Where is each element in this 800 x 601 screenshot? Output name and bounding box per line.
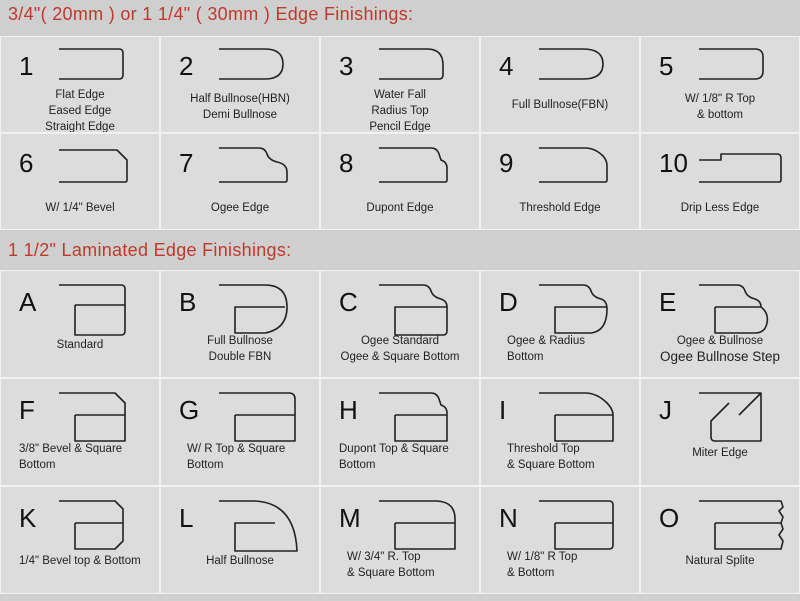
edge-code: J [659, 395, 672, 425]
laminated-edge-cell-g [160, 378, 320, 486]
edge-profile-outline [379, 393, 447, 441]
edge-description-line: Bottom [507, 351, 544, 363]
edge-description [641, 200, 799, 216]
edge-description-line: & bottom [696, 109, 744, 121]
edge-code: I [499, 395, 507, 425]
edge-profile-drawing [215, 279, 295, 337]
edge-description-line: Full Bullnose(FBN) [511, 99, 609, 111]
edge-profile-drawing [535, 45, 605, 81]
edge-description [161, 553, 319, 569]
standard-edge-cell-7 [160, 133, 320, 230]
edge-profile-outline [219, 148, 287, 182]
edge-profile-outline [699, 154, 781, 182]
edge-description-line: W/ 1/8" R Top [684, 93, 756, 105]
edge-code: A [19, 287, 37, 317]
standard-edge-cell-1 [0, 36, 160, 133]
edge-description-line: 3/8" Bevel & Square [19, 443, 123, 455]
laminated-edge-cell-f [0, 378, 160, 486]
edge-description-line: Ogee Edge [210, 202, 270, 214]
standard-edge-cell-4 [480, 36, 640, 133]
edge-description [481, 97, 639, 113]
edge-profile-drawing [375, 279, 455, 337]
edge-code: 1 [19, 51, 34, 81]
edge-description-line: Flat Edge [55, 89, 105, 101]
edge-profile-outline [539, 49, 603, 79]
laminated-edge-cell-d [480, 270, 640, 378]
edge-profile-outline [59, 393, 125, 441]
edge-description [161, 333, 319, 365]
edge-code: L [179, 503, 194, 533]
edge-profile-outline [219, 393, 295, 441]
edge-code: 7 [179, 148, 194, 178]
edge-description [1, 87, 159, 133]
edge-profile-drawing [215, 45, 285, 81]
edge-code: 4 [499, 51, 514, 81]
edge-description-line: Bottom [187, 459, 224, 471]
edge-profile-drawing [215, 142, 295, 186]
edge-description [321, 87, 479, 133]
edge-profile-drawing [55, 279, 135, 337]
edge-description-line: Water Fall [374, 89, 426, 101]
edge-description-line: Drip Less Edge [680, 202, 760, 214]
edge-description-line: Standard [56, 339, 104, 351]
edge-profile-outline [379, 49, 443, 79]
laminated-edge-cell-n [480, 486, 640, 594]
edge-profile-outline [59, 150, 127, 182]
standard-edge-cell-5 [640, 36, 800, 133]
edge-profile-drawing [55, 45, 125, 81]
laminated-edge-cell-c [320, 270, 480, 378]
edge-profile-outline [539, 285, 607, 333]
edge-code: 10 [659, 148, 688, 178]
edge-description-line: Full Bullnose [207, 335, 273, 347]
edge-profile-outline [539, 501, 613, 549]
edge-code: 8 [339, 148, 354, 178]
edge-code: 2 [179, 51, 194, 81]
edge-code: G [179, 395, 200, 425]
edge-description [641, 445, 799, 461]
laminated-edge-cell-a [0, 270, 160, 378]
edge-profile-outline [219, 285, 287, 333]
edge-profile-drawing [215, 495, 305, 555]
edge-description-line: Ogee & Radius [507, 335, 585, 347]
laminated-edge-cell-m [320, 486, 480, 594]
edge-profile-outline [59, 501, 123, 549]
edge-code: O [659, 503, 680, 533]
edge-profile-outline [219, 49, 283, 79]
edge-profile-outline [699, 393, 761, 441]
edge-description [1, 200, 159, 216]
edge-description [1, 441, 159, 473]
edge-code: N [499, 503, 518, 533]
edge-description-line: Ogee & Square Bottom [340, 351, 460, 363]
edge-description [161, 91, 319, 123]
edge-code: C [339, 287, 358, 317]
edge-description-line: Dupont Top & Square [339, 443, 449, 455]
edge-profile-drawing [695, 387, 775, 445]
edge-profile-drawing [375, 142, 455, 186]
edge-profile-drawing [535, 142, 615, 186]
edge-code: 3 [339, 51, 354, 81]
edge-description [641, 91, 799, 123]
edge-profile-outline [699, 501, 783, 549]
standard-edge-cell-3 [320, 36, 480, 133]
edge-description [321, 441, 479, 473]
edge-profile-outline [699, 49, 763, 79]
edge-profile-drawing [55, 495, 135, 553]
edge-profile-outline [219, 501, 297, 551]
laminated-edge-cell-l [160, 486, 320, 594]
edge-description-line: W/ 3/4" R. Top [347, 551, 421, 563]
edge-code: 6 [19, 148, 34, 178]
edge-description-line: Dupont Edge [366, 202, 434, 214]
edge-description-line: Eased Edge [48, 105, 112, 117]
section-heading-laminated-edges: 1 1/2" Laminated Edge Finishings: [8, 240, 292, 260]
edge-description-line: Ogee Bullnose Step [659, 349, 781, 364]
edge-description-line: & Square Bottom [347, 567, 435, 579]
edge-profile-drawing [535, 279, 615, 337]
edge-description [161, 441, 319, 473]
edge-description-line: Straight Edge [45, 121, 115, 133]
laminated-edge-cell-o [640, 486, 800, 594]
edge-description [481, 200, 639, 216]
edge-description-line: Natural Splite [685, 555, 755, 567]
edge-profile-drawing [695, 45, 765, 81]
edge-description-line: Miter Edge [692, 447, 748, 459]
edge-description-line: Radius Top [371, 105, 429, 117]
standard-edge-cell-9 [480, 133, 640, 230]
laminated-edge-cell-j [640, 378, 800, 486]
edge-description [1, 553, 159, 569]
edge-description [321, 333, 479, 365]
edge-code: H [339, 395, 358, 425]
edge-code: B [179, 287, 197, 317]
standard-edge-cell-10 [640, 133, 800, 230]
edge-profile-drawing [375, 495, 465, 553]
section-heading-standard-edges: 3/4"( 20mm ) or 1 1/4" ( 30mm ) Edge Finishings: [8, 4, 414, 24]
edge-description-line: Double FBN [208, 351, 272, 363]
standard-edge-grid [0, 36, 800, 230]
edge-description [481, 549, 639, 581]
standard-edge-cell-8 [320, 133, 480, 230]
edge-code: E [659, 287, 677, 317]
edge-description-line: Ogee Standard [360, 335, 439, 347]
edge-description-line: 1/4" Bevel top & Bottom [19, 555, 141, 567]
edge-profile-drawing [215, 387, 305, 445]
edge-profile-drawing [535, 495, 625, 553]
edge-description [321, 200, 479, 216]
edge-code: K [19, 503, 37, 533]
edge-description-line: Bottom [19, 459, 56, 471]
edge-profile-outline [539, 148, 607, 182]
edge-description-line: W/ R Top & Square [187, 443, 286, 455]
edge-description-line: Pencil Edge [369, 121, 431, 133]
edge-profile-drawing [375, 45, 445, 81]
edge-description [641, 553, 799, 569]
edge-profile-outline [59, 285, 125, 335]
edge-code: F [19, 395, 35, 425]
edge-profile-outline [379, 148, 447, 182]
edge-description-line: Threshold Top [507, 443, 580, 455]
edge-description [1, 337, 159, 353]
edge-description-line: W/ 1/8" R Top [507, 551, 578, 563]
edge-profile-outline [379, 501, 455, 549]
edge-description [481, 441, 639, 473]
laminated-edge-cell-h [320, 378, 480, 486]
laminated-edge-cell-k [0, 486, 160, 594]
edge-description-line: & Bottom [507, 567, 555, 579]
edge-profile-drawing [55, 387, 135, 445]
laminated-edge-grid [0, 270, 800, 594]
edge-profile-drawing [375, 387, 465, 445]
laminated-edge-cell-b [160, 270, 320, 378]
laminated-edge-cell-e [640, 270, 800, 378]
edge-profile-drawing [55, 142, 135, 186]
edge-description-line: & Square Bottom [507, 459, 595, 471]
laminated-edge-cell-i [480, 378, 640, 486]
standard-edge-cell-2 [160, 36, 320, 133]
edge-description-line: W/ 1/4" Bevel [45, 202, 115, 214]
edge-code: 9 [499, 148, 514, 178]
edge-code: 5 [659, 51, 674, 81]
edge-description-line: Half Bullnose [206, 555, 274, 567]
edge-profile-drawing [535, 387, 625, 445]
edge-description [481, 333, 639, 365]
edge-description-line: Bottom [339, 459, 376, 471]
edge-description [321, 549, 479, 581]
edge-description-line: Ogee & Bullnose [676, 335, 764, 347]
standard-edge-cell-6 [0, 133, 160, 230]
edge-description-line: Demi Bullnose [202, 109, 278, 121]
edge-profile-outline [379, 285, 447, 335]
edge-description-line: Half Bullnose(HBN) [190, 93, 290, 105]
edge-code: M [339, 503, 361, 533]
edge-profile-outline [699, 285, 767, 333]
edge-profile-drawing [695, 142, 785, 186]
edge-description-line: Threshold Edge [519, 202, 601, 214]
edge-description [641, 333, 799, 365]
edge-profile-outline [539, 393, 613, 441]
edge-profile-outline [59, 49, 123, 79]
edge-description [161, 200, 319, 216]
edge-profile-drawing [695, 279, 775, 337]
edge-code: D [499, 287, 518, 317]
edge-profile-drawing [695, 495, 795, 553]
